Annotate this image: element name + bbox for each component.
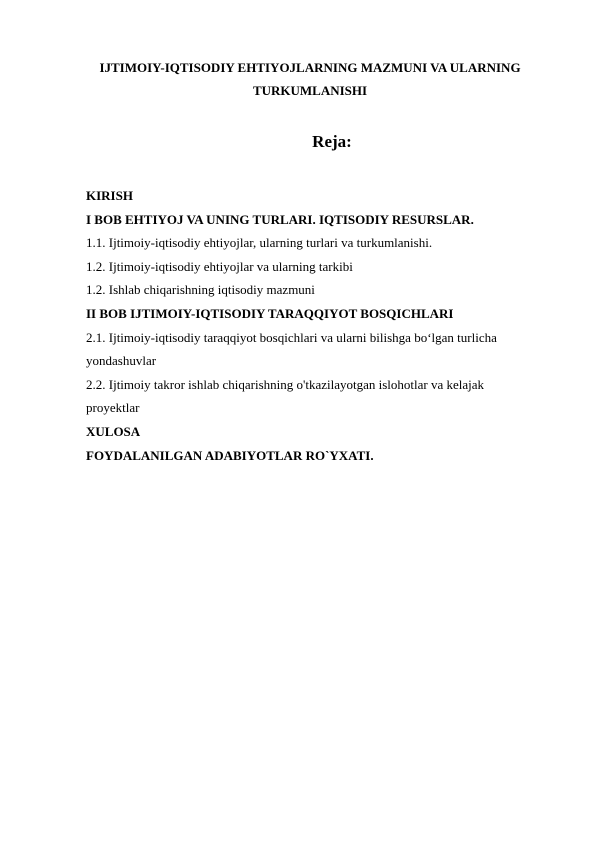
plan-heading: Reja: [312, 132, 352, 151]
toc-item-conclusion: XULOSA [86, 423, 141, 439]
toc-item-2-1: 2.1. Ijtimoiy-iqtisodiy taraqqiyot bosqichlari va ularni bilishga bo‘lgan turlicha yondashuvlar [86, 329, 497, 369]
toc-item-chapter-2: II BOB IJTIMOIY-IQTISODIY TARAQQIYOT BOSQICHLARI [86, 305, 454, 321]
table-of-contents [86, 184, 536, 467]
toc-item-1-1: 1.1. Ijtimoiy-iqtisodiy ehtiyojlar, ularning turlari va turkumlanishi. [86, 235, 433, 251]
document-title: IJTIMOIY-IQTISODIY EHTIYOJLARNING MAZMUNI VA ULARNING TURKUMLANISHI [99, 60, 521, 98]
toc-item-1-2b: 1.2. Ishlab chiqarishning iqtisodiy mazmuni [86, 282, 315, 298]
toc-item-1-2a: 1.2. Ijtimoiy-iqtisodiy ehtiyojlar va ularning tarkibi [86, 258, 353, 274]
toc-item-intro: KIRISH [86, 188, 133, 203]
toc-item-2-2: 2.2. Ijtimoiy takror ishlab chiqarishning o'tkazilayotgan islohotlar va kelajak proyektlar [86, 376, 485, 416]
toc-item-chapter-1: I BOB EHTIYOJ VA UNING TURLARI. IQTISODIY RESURSLAR. [86, 211, 474, 227]
toc-item-bibliography: FOYDALANILGAN ADABIYOTLAR RO`YXATI. [86, 447, 374, 463]
